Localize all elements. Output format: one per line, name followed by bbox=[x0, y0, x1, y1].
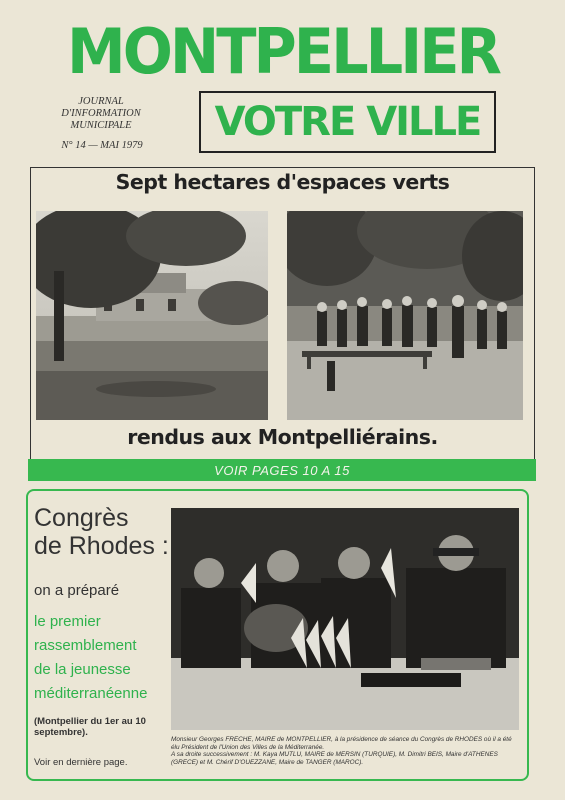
see-last-page: Voir en dernière page. bbox=[34, 757, 128, 768]
photo-caption-line: A sa droite successivement : M. Kaya MUTLU, MAIRE de MERSIN (TURQUIE), M. Dimitri BEIS, Maire d'ATHENES bbox=[171, 751, 498, 759]
congres-intro: on a préparé bbox=[34, 582, 120, 599]
journal-line: D'INFORMATION bbox=[61, 108, 141, 119]
journal-line: MUNICIPALE bbox=[70, 120, 132, 131]
subtitle-box bbox=[199, 91, 496, 153]
crowd-photo-image bbox=[287, 211, 523, 420]
photo-caption-line: élu Président de l'Union des Villes de la Méditerranée. bbox=[171, 743, 325, 751]
congres-photo-image bbox=[171, 508, 519, 730]
congres-dates: (Montpellier du 1er au 10 septembre). bbox=[34, 716, 146, 738]
photo-caption bbox=[171, 736, 521, 766]
congres-highlight bbox=[34, 610, 174, 706]
see-pages-text: VOIR PAGES 10 A 15 bbox=[214, 462, 350, 478]
feature-headline: Sept hectares d'espaces verts bbox=[115, 170, 450, 194]
congres-highlight-line: méditerranéenne bbox=[34, 685, 148, 702]
photo-caption-line: (GRECE) et M. Chérif D'OUEZZANE, Maire de TANGER (MAROC). bbox=[171, 758, 364, 766]
congres-title-line: Congrès bbox=[34, 504, 129, 532]
congres-highlight-line: rassemblement bbox=[34, 637, 137, 654]
congres-highlight-line: le premier bbox=[34, 613, 101, 630]
congres-title bbox=[34, 504, 184, 560]
issue-number: N° 14 — MAI 1979 bbox=[61, 140, 143, 151]
masthead-title: MONTPELLIER bbox=[67, 15, 499, 88]
congres-title-line: de Rhodes : bbox=[34, 532, 169, 560]
journal-line: JOURNAL bbox=[78, 96, 124, 107]
see-pages-banner bbox=[28, 459, 536, 481]
feature-caption: rendus aux Montpelliérains. bbox=[127, 425, 438, 449]
crowd-photo bbox=[287, 211, 523, 420]
congres-highlight-line: de la jeunesse bbox=[34, 661, 131, 678]
photo-caption-line: Monsieur Georges FRECHE, MAIRE de MONTPELLIER, à la présidence de séance du Congrès de RHODES où il a été bbox=[171, 736, 512, 743]
congres-photo bbox=[171, 508, 519, 730]
park-photo-image bbox=[36, 211, 268, 420]
masthead-subtitle: VOTRE VILLE bbox=[214, 99, 481, 145]
journal-description bbox=[36, 96, 166, 132]
park-photo bbox=[36, 211, 268, 420]
